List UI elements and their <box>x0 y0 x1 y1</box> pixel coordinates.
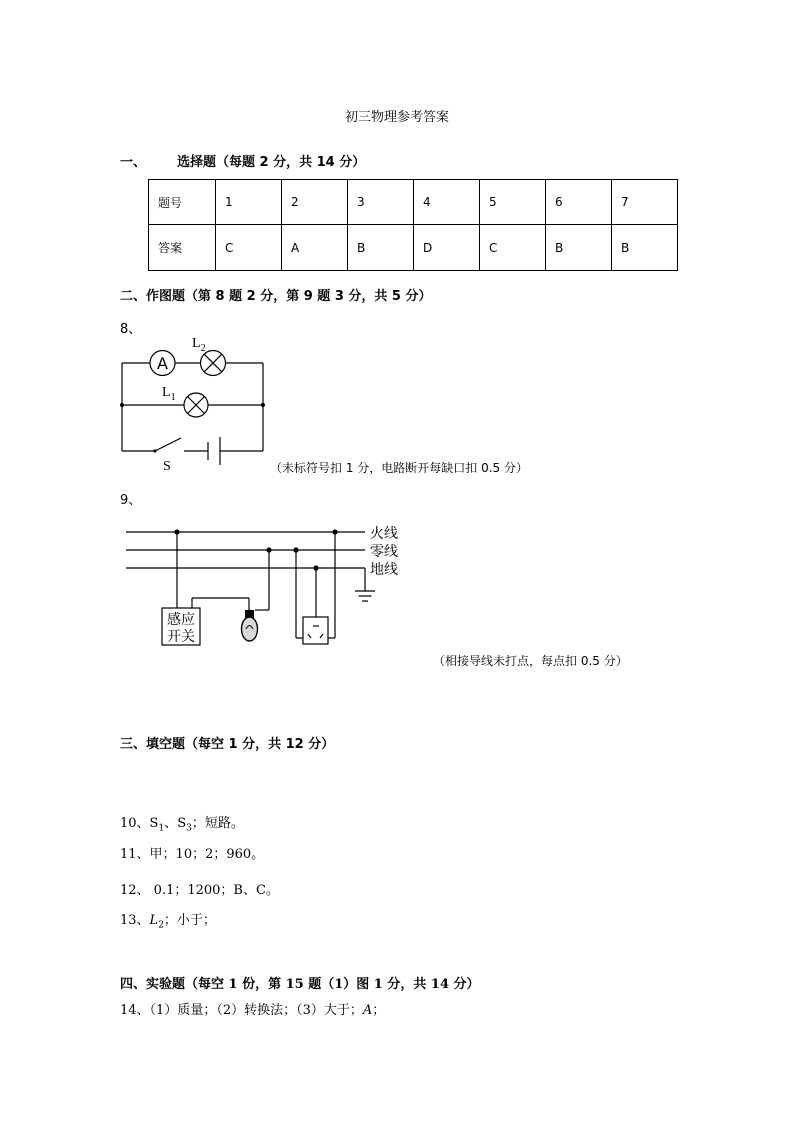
sensor-switch-box <box>162 608 200 645</box>
answer-q14: 14、（1）质量；（2）转换法；（3）大于；A； <box>120 1003 386 1018</box>
lamp-l1-symbol <box>184 393 208 417</box>
ground-line-label: 地线 <box>370 562 398 578</box>
junction-dot <box>174 529 179 534</box>
table-answer-cell: D <box>414 225 480 271</box>
svg-text:开关: 开关 <box>167 629 195 645</box>
light-bulb-icon <box>242 610 258 641</box>
answer-q13: 13、$L_2$；小于； <box>120 913 216 931</box>
section3-heading: 三、填空题（每空 1 分，共 12 分） <box>120 737 335 752</box>
table-number-cell: 3 <box>348 180 414 225</box>
svg-text:感应: 感应 <box>167 612 195 628</box>
switch-label: S <box>163 459 171 474</box>
lamp-l2-symbol <box>201 351 226 376</box>
table-number-cell: 2 <box>282 180 348 225</box>
fire-line-label: 火线 <box>370 526 398 542</box>
battery-symbol <box>208 437 220 465</box>
lamp-l2-label: $L_2$ <box>192 336 206 354</box>
table-row1-label: 题号 <box>149 180 216 225</box>
q9-note: （相接导线未打点，每点扣 0.5 分） <box>433 654 628 668</box>
circuit-diagram-q8 <box>110 330 280 475</box>
lamp-l1-label: $L_1$ <box>162 385 176 403</box>
table-answer-cell: B <box>546 225 612 271</box>
table-number-cell: 1 <box>216 180 282 225</box>
neutral-line-label: 零线 <box>370 544 398 560</box>
section1-number: 一、 <box>120 155 147 170</box>
junction-dot <box>120 403 124 407</box>
table-answer-cell: B <box>348 225 414 271</box>
table-answer-cell: B <box>612 225 678 271</box>
q8-label: 8、 <box>120 322 142 337</box>
junction-dot <box>266 547 271 552</box>
table-number-cell: 4 <box>414 180 480 225</box>
table-number-cell: 5 <box>480 180 546 225</box>
junction-dot <box>332 529 337 534</box>
svg-text:A: A <box>157 354 168 373</box>
answer-q11: 11、甲；10；2；960。 <box>120 847 265 862</box>
page-title: 初三物理参考答案 <box>344 110 449 125</box>
junction-dot <box>313 565 318 570</box>
answer-table <box>148 179 678 271</box>
section4-heading: 四、实验题（每空 1 份，第 15 题（1）图 1 分，共 14 分） <box>120 977 480 992</box>
section1-heading: 选择题（每题 2 分，共 14 分） <box>177 155 366 170</box>
table-answer-cell: C <box>480 225 546 271</box>
ammeter-symbol <box>150 351 175 376</box>
section2-heading: 二、作图题（第 8 题 2 分，第 9 题 3 分，共 5 分） <box>120 289 432 304</box>
junction-dot <box>261 403 265 407</box>
wall-socket-icon <box>303 617 328 644</box>
q8-note: （未标符号扣 1 分，电路断开每缺口扣 0.5 分） <box>270 461 528 475</box>
junction-dot <box>293 547 298 552</box>
table-answer-cell: C <box>216 225 282 271</box>
table-row2-label: 答案 <box>149 225 216 271</box>
table-number-cell: 6 <box>546 180 612 225</box>
table-number-cell: 7 <box>612 180 678 225</box>
table-answer-cell: A <box>282 225 348 271</box>
house-wiring-diagram-q9 <box>120 518 410 653</box>
switch-pivot <box>153 449 156 452</box>
q9-label: 9、 <box>120 493 142 508</box>
answer-q10: 10、$S_1$、$S_3$；短路。 <box>120 816 244 834</box>
answer-q12: 12、 0.1；1200；B、C。 <box>120 883 279 898</box>
